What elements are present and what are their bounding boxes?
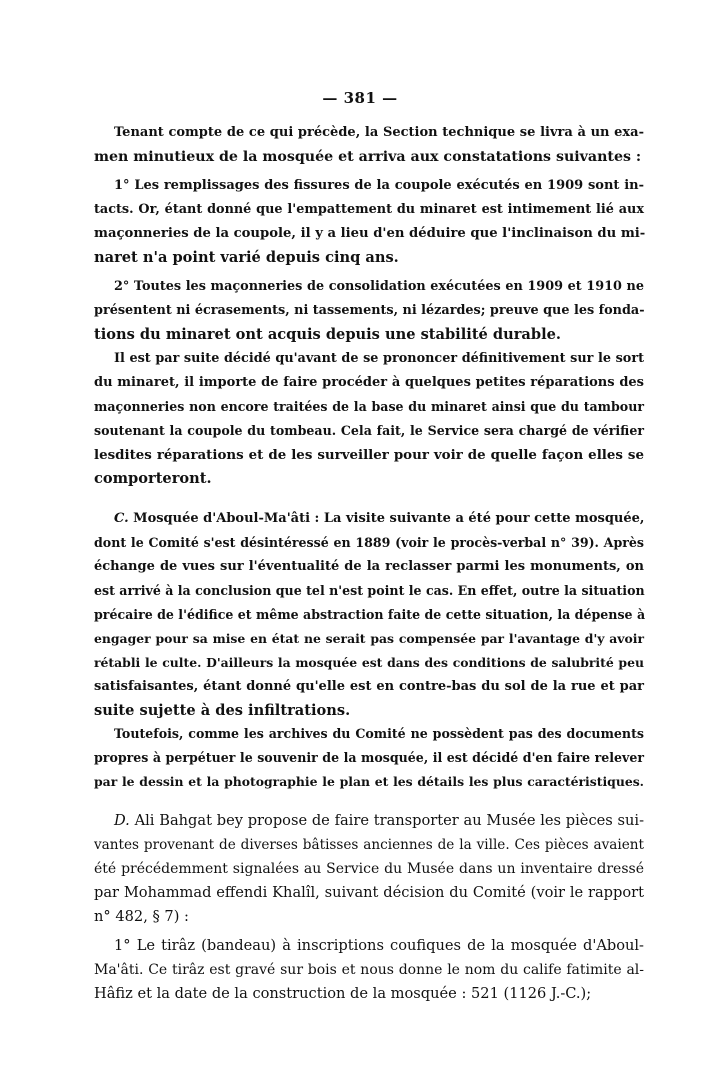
paragraph-line: satisfaisantes, étant donné qu'elle est en contre-bas du sol de la rue et par	[94, 679, 644, 694]
page-number: — 381 —	[322, 89, 398, 107]
paragraph-line: 2° Toutes les maçonneries de consolidation exécutées en 1909 et 1910 ne	[114, 279, 644, 294]
paragraph-line: précaire de l'édifice et même abstraction faite de cette situation, la dépense à	[94, 607, 646, 622]
paragraph-text: Ali Bahgat bey propose de faire transporter au Musée les pièces sui-	[129, 812, 644, 829]
paragraph-line: Ma'âti. Ce tirâz est gravé sur bois et nous donne le nom du calife fatimite al-	[94, 962, 644, 978]
paragraph-line: présentent ni écrasements, ni tassements, ni lézardes; preuve que les fonda-	[94, 303, 645, 318]
paragraph-line: échange de vues sur l'éventualité de la reclasser parmi les monuments, on	[94, 559, 644, 574]
paragraph-line: est arrivé à la conclusion que tel n'est point le cas. En effet, outre la situation	[94, 583, 645, 598]
paragraph-line: n° 482, § 7) :	[94, 908, 189, 925]
paragraph-line: Il est par suite décidé qu'avant de se prononcer définitivement sur le sort	[114, 351, 644, 366]
paragraph-line: 1° Le tirâz (bandeau) à inscriptions coufiques de la mosquée d'Aboul-	[114, 937, 644, 954]
paragraph-line: maçonneries de la coupole, il y a lieu d'en déduire que l'inclinaison du mi-	[94, 226, 646, 241]
section-d-heading-line	[114, 809, 644, 833]
paragraph-line: du minaret, il importe de faire procéder à quelques petites réparations des	[94, 375, 644, 390]
paragraph-line: naret n'a point varié depuis cinq ans.	[94, 249, 399, 266]
paragraph-line: propres à perpétuer le souvenir de la mosquée, il est décidé d'en faire relever	[94, 750, 644, 765]
paragraph-line: Hâfiz et la date de la construction de la mosquée : 521 (1126 J.-C.);	[94, 985, 592, 1002]
section-c-heading-line	[114, 507, 644, 531]
paragraph-line: tacts. Or, étant donné que l'empattement du minaret est intimement lié aux	[94, 202, 644, 217]
paragraph-line: lesdites réparations et de les surveiller pour voir de quelle façon elles se	[94, 447, 644, 463]
section-label: C.	[114, 511, 129, 526]
paragraph-line: vantes provenant de diverses bâtisses anciennes de la ville. Ces pièces avaient	[94, 837, 644, 853]
section-label: D.	[114, 812, 130, 829]
paragraph-line: tions du minaret ont acquis depuis une stabilité durable.	[94, 326, 561, 343]
paragraph-line: été précédemment signalées au Service du Musée dans un inventaire dressé	[94, 861, 644, 877]
paragraph-line: comporteront.	[94, 470, 212, 487]
paragraph-line: suite sujette à des infiltrations.	[94, 702, 351, 719]
paragraph-line: men minutieux de la mosquée et arriva aux constatations suivantes :	[94, 149, 642, 165]
paragraph-line: dont le Comité s'est désintéressé en 1889 (voir le procès-verbal n° 39). Après	[94, 535, 644, 550]
paragraph-line: maçonneries non encore traitées de la base du minaret ainsi que du tambour	[94, 399, 644, 414]
paragraph-line: soutenant la coupole du tombeau. Cela fait, le Service sera chargé de vérifier	[94, 423, 644, 438]
paragraph-line: par le dessin et la photographie le plan et les détails les plus caractéristiques.	[94, 774, 644, 789]
paragraph-line: 1° Les remplissages des fissures de la coupole exécutés en 1909 sont in-	[114, 178, 644, 193]
paragraph-line: engager pour sa mise en état ne serait pas compensée par l'avantage d'y avoir	[94, 631, 644, 646]
paragraph-line: rétabli le culte. D'ailleurs la mosquée est dans des conditions de salubrité peu	[94, 655, 644, 670]
paragraph-line: Tenant compte de ce qui précède, la Section technique se livra à un exa-	[114, 125, 644, 140]
paragraph-line: par Mohammad effendi Khalîl, suivant décision du Comité (voir le rapport	[94, 884, 644, 901]
paragraph-line: Toutefois, comme les archives du Comité ne possèdent pas des documents	[114, 726, 644, 741]
paragraph-text: Mosquée d'Aboul-Ma'âti : La visite suivante a été pour cette mosquée,	[128, 511, 645, 526]
